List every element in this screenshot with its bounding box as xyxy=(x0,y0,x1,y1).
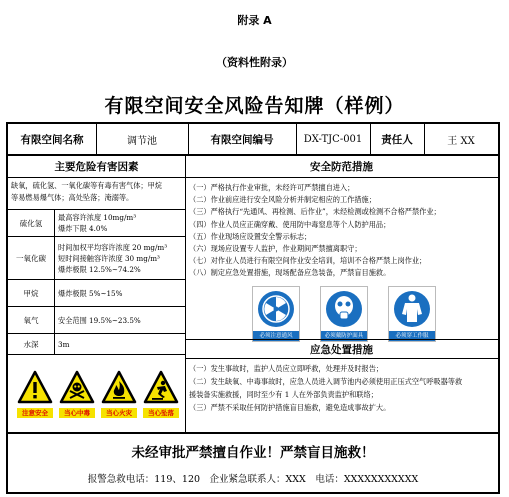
page-title: 有限空间安全风险告知牌（样例） xyxy=(104,95,405,117)
risk-notice-board xyxy=(6,122,500,494)
warning-fall xyxy=(143,370,179,418)
hazard-desc-water: 3m xyxy=(58,339,70,349)
warning-poison xyxy=(59,370,95,418)
hazard-name-o2: 氧气 xyxy=(23,315,39,325)
footer-contacts: 报警急救电话：119、120 企业紧急联系人：XXX 电话：XXXXXXXXXXX xyxy=(87,474,419,485)
ventilation-icon xyxy=(253,287,299,331)
space-no-value: DX-TJC-001 xyxy=(303,133,363,145)
warning-fall-caption: 当心坠落 xyxy=(143,408,179,418)
sign-ventilation xyxy=(252,286,300,342)
appendix-note: （资料性附录） xyxy=(216,56,293,69)
hazards-heading: 主要危险有害因素 xyxy=(54,161,139,173)
gas-mask-icon xyxy=(321,287,367,331)
hazard-desc-ch4: 爆炸极限 5%~15% xyxy=(58,288,123,298)
owner-label: 责任人 xyxy=(381,133,413,146)
hazard-desc-o2: 安全范围 19.5%~23.5% xyxy=(58,315,141,325)
general-warning-icon xyxy=(17,370,53,406)
poison-warning-icon xyxy=(59,370,95,406)
emergency-heading: 应急处置措施 xyxy=(310,343,373,356)
sign-protective-suit xyxy=(388,286,436,342)
warning-fire xyxy=(101,370,137,418)
warning-general xyxy=(17,370,53,418)
warning-fire-caption: 当心火灾 xyxy=(101,408,137,418)
appendix-label: 附录 A xyxy=(237,14,272,27)
owner-value: 王 XX xyxy=(447,135,475,147)
safety-heading: 安全防范措施 xyxy=(310,161,373,173)
warning-general-caption: 注意安全 xyxy=(17,408,53,418)
hazard-desc-co: 时间加权平均容许浓度 20 mg/m³ 短时间接触容许浓度 30 mg/m³ 爆炸极限 12.5%~74.2% xyxy=(58,242,168,274)
sign-gas-mask xyxy=(320,286,368,342)
space-name-label: 有限空间名称 xyxy=(20,133,84,146)
sign-ventilation-caption: 必须注意通风 xyxy=(253,331,299,341)
fire-warning-icon xyxy=(101,370,137,406)
space-name-value: 调节池 xyxy=(127,135,157,147)
sign-gas-mask-caption: 必须戴防护面具 xyxy=(321,331,367,341)
hazard-name-co: 一氧化碳 xyxy=(16,253,46,263)
footer-slogan: 未经审批严禁擅自作业！严禁盲目施救！ xyxy=(131,445,375,461)
hazard-name-ch4: 甲烷 xyxy=(23,288,39,298)
safety-measures-list: （一）严格执行作业审批，未经许可严禁擅自进入； （二）作业前应进行安全风险分析并制定相应的工作措施； （三）严格执行“先通风、再检测、后作业”，未经检测或检测不合格严禁作业； （四）作业人员应正确穿戴、使用防中毒窒息等个人防护用品； （五）作业现场应设置安全警示标志； （六）现场应设置专人监护，作业期间严禁擅离职守； （七）对作业人员进行有限空间作业安全培训，培训不合格严禁上岗作业； （八）制定应急处置措施，现场配备应急装备，严禁盲目施救。 xyxy=(189,183,441,278)
space-no-label: 有限空间编号 xyxy=(210,133,274,146)
warning-poison-caption: 当心中毒 xyxy=(59,408,95,418)
emergency-measures-list: （一）发生事故时，监护人员应立即呼救，处理并及时报告； （二）发生缺氧、中毒事故时，应急人员进入调节池内必须使用正压式空气呼吸器等救 援装备实施救援，同时至少有 1 人在外部负责监护和联络； （三）严禁不采取任何防护措施盲目施救，避免造成事故扩大。 xyxy=(189,364,463,412)
protective-suit-icon xyxy=(389,287,435,331)
sign-protective-suit-caption: 必须穿工作服 xyxy=(389,331,435,341)
hazards-intro: 缺氧，硫化氢、一氧化碳等有毒有害气体；甲烷 等易燃易爆气体；高处坠落；淹溺等。 xyxy=(11,181,162,202)
hazard-name-water: 水深 xyxy=(23,339,39,349)
fall-warning-icon xyxy=(143,370,179,406)
hazard-desc-h2s: 最高容许浓度 10mg/m³ 爆炸下限 4.0% xyxy=(58,213,137,233)
hazard-name-h2s: 硫化氢 xyxy=(19,218,43,228)
